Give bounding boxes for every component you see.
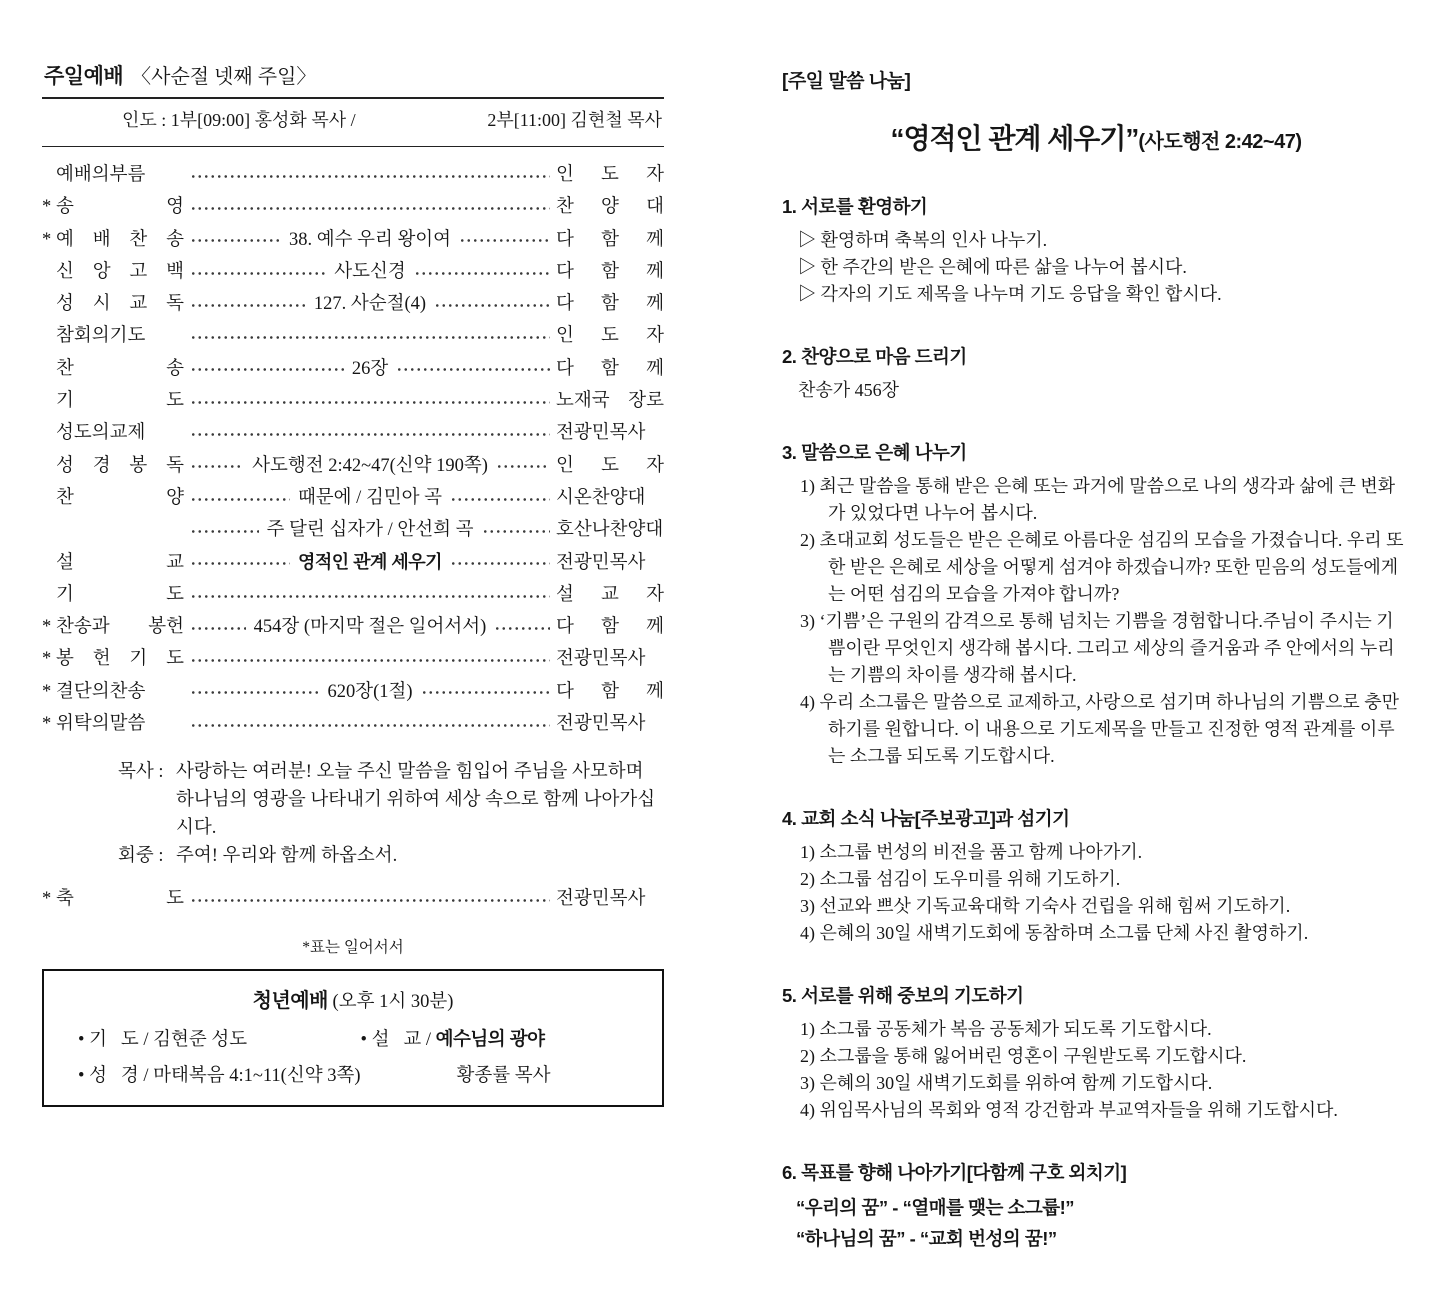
- section-line: 2) 초대교회 성도들은 받은 은혜로 아름다운 섬김의 모습을 가졌습니다. 우리 또한 받은 은혜로 세상을 어떻게 섬겨야 하겠습니까? 또한 믿음의 성도들에게는 어떤 섬김의 모습을 가져야 합니까?: [800, 530, 1404, 604]
- notes-tag: [주일 말씀 나눔]: [782, 71, 911, 92]
- section-line: 1) 최근 말씀을 통해 받은 은혜 또는 과거에 말씀으로 나의 생각과 삶에 큰 변화가 있었다면 나누어 봅시다.: [800, 476, 1396, 523]
- leader-dots: [496, 457, 550, 476]
- section-line: 3) 은혜의 30일 새벽기도회를 위하여 함께 기도합시다.: [800, 1073, 1213, 1093]
- leader-dots: [190, 683, 319, 702]
- service-row: [42, 289, 664, 321]
- service-item-role: 찬 양 대: [556, 197, 664, 218]
- youth-worship-time: (오후 1시 30분): [327, 991, 454, 1012]
- service-item-label: 송 영: [56, 197, 184, 218]
- youth-worship-title: 청년예배: [252, 989, 328, 1012]
- youth-worship-title-line: [62, 984, 644, 1013]
- service-item-label: 성도의교제: [56, 423, 146, 444]
- sermon-section: [782, 193, 1410, 308]
- divider: [42, 146, 664, 147]
- service-row: [42, 677, 664, 709]
- section-line: 찬송가 456장: [798, 380, 900, 400]
- stand-marker: *: [42, 229, 52, 250]
- sermon-notes-page: [782, 66, 1410, 1289]
- service-row: [42, 483, 664, 515]
- service-item-detail: 620장(1절): [327, 681, 413, 702]
- leader-dots: [494, 619, 550, 638]
- leader-dots: [414, 264, 550, 283]
- leader-dots: [190, 619, 246, 638]
- service-item-label: 찬 양: [56, 487, 184, 508]
- service-item-label: 기 도: [56, 584, 184, 605]
- leader-dots: [421, 683, 550, 702]
- stand-marker: *: [42, 197, 52, 218]
- service-item-role: 노재국 장로: [556, 391, 664, 412]
- section-heading: 2. 찬양으로 마음 드리기: [782, 346, 967, 367]
- leader-dots: [450, 554, 550, 573]
- section-line: 1) 소그룹 공동체가 복음 공동체가 되도록 기도합시다.: [800, 1019, 1212, 1039]
- section-line: 3) 선교와 쁘삿 기독교육대학 기숙사 건립을 위해 힘써 기도하기.: [800, 896, 1291, 916]
- leader-dots: [459, 231, 550, 250]
- service-item-role: 인 도 자: [556, 455, 665, 476]
- service-item-detail: 26장: [351, 358, 389, 379]
- leader-dots: [190, 360, 344, 379]
- service-item-role: 시온찬양대: [556, 487, 646, 508]
- service-item-role: 인 도 자: [556, 326, 664, 347]
- sermon-section: [782, 805, 1410, 947]
- leader-dots: [190, 328, 550, 347]
- service-row: [42, 257, 664, 289]
- youth-prayer-item: • 기 도 / 김현준 성도: [78, 1029, 248, 1050]
- service-row: [42, 580, 664, 612]
- service-item-detail: 때문에 / 김민아 곡: [297, 487, 443, 508]
- pastor-text: 사랑하는 여러분! 오늘 주신 말씀을 힘입어 주님을 사모하며 하나님의 영광을 나타내기 위하여 세상 속으로 함께 나아가십시다.: [176, 762, 656, 838]
- leader-dots: [190, 199, 550, 218]
- sermon-sections: [782, 193, 1410, 1254]
- worship-header: [42, 60, 664, 90]
- service-item-detail: 주 달린 십자가 / 안선희 곡: [266, 520, 474, 541]
- sermon-section: [782, 343, 1410, 404]
- section-heading: 4. 교회 소식 나눔[주보광고]과 섬기기: [782, 808, 1070, 829]
- service-row: [42, 192, 664, 224]
- service-item-detail: 영적인 관계 세우기: [297, 551, 443, 572]
- section-heading: 3. 말씀으로 은혜 나누기: [782, 442, 967, 463]
- sermon-section: [782, 1159, 1410, 1254]
- leader-dots: [190, 490, 290, 509]
- worship-title: 주일예배: [44, 65, 124, 88]
- conductor-second-service: 2부[11:00] 김현철 목사: [487, 110, 662, 130]
- service-list: [42, 160, 664, 741]
- sermon-title: “영적인 관계 세우기”: [890, 123, 1139, 154]
- service-item-label: 봉 헌 기 도: [56, 649, 184, 670]
- service-item-role: 다 함 께: [556, 261, 665, 282]
- service-item-label: 신 앙 고 백: [56, 261, 184, 282]
- service-item-role: 호산나찬양대: [556, 520, 664, 541]
- pastor-label: 목사 :: [118, 762, 164, 783]
- leader-dots: [190, 425, 550, 444]
- leader-dots: [482, 522, 551, 541]
- section-line: 4) 은혜의 30일 새벽기도회에 동참하며 소그룹 단체 사진 촬영하기.: [800, 923, 1309, 943]
- sermon-title-block: [782, 117, 1410, 157]
- youth-sermon-item: • 설 교 / 예수님의 광야: [360, 1027, 545, 1050]
- sermon-scripture-ref: (사도행전 2:42~47): [1138, 131, 1302, 153]
- section-heading: 5. 서로를 위해 중보의 기도하기: [782, 985, 1024, 1006]
- leader-dots: [434, 296, 550, 315]
- stand-marker: *: [42, 889, 52, 910]
- youth-worship-box: [42, 969, 664, 1107]
- service-row: [42, 386, 664, 418]
- section-line: 1) 소그룹 번성의 비전을 품고 함께 나아가기.: [800, 842, 1143, 862]
- service-row: [42, 515, 664, 547]
- service-item-detail: 38. 예수 우리 왕이여: [288, 229, 452, 250]
- service-item-label: 기 도: [56, 391, 184, 412]
- service-item-role: 다 함 께: [556, 358, 664, 379]
- benediction-row: [42, 884, 664, 916]
- leader-dots: [190, 716, 550, 735]
- service-item-label: 예배의부름: [56, 165, 146, 185]
- congregation-text: 주여! 우리와 함께 하옵소서.: [176, 845, 398, 866]
- service-item-label: 예 배 찬 송: [56, 229, 184, 250]
- congregation-line: [118, 843, 664, 871]
- service-item-label: 참회의기도: [56, 326, 146, 347]
- section-line: 2) 소그룹을 통해 잃어버린 영혼이 구원받도록 기도합시다.: [800, 1046, 1247, 1066]
- sermon-section: [782, 439, 1410, 770]
- responsive-reading: [118, 759, 664, 870]
- leader-dots: [190, 393, 550, 412]
- service-row: [42, 418, 664, 450]
- section-heading: 6. 목표를 향해 나아가기[다함께 구호 외치기]: [782, 1162, 1127, 1183]
- section-line: ▷ 각자의 기도 제목을 나누며 기도 응답을 확인 합시다.: [798, 284, 1222, 304]
- youth-preacher-item: 황종률 목사: [456, 1065, 551, 1086]
- section-line: “우리의 꿈” - “열매를 맺는 소그룹!”: [796, 1197, 1074, 1218]
- leader-dots: [450, 490, 550, 509]
- service-row: [42, 612, 664, 644]
- section-line: “하나님의 꿈” - “교회 번성의 꿈!”: [796, 1227, 1057, 1249]
- pastor-line: [118, 759, 664, 842]
- service-item-detail: 454장 (마지막 절은 일어서서): [253, 617, 487, 638]
- service-item-label: 설 교: [56, 552, 184, 573]
- section-line: ▷ 환영하며 축복의 인사 나누기.: [798, 230, 1048, 250]
- section-line: 4) 위임목사님의 목회와 영적 강건함과 부교역자들을 위해 기도합시다.: [800, 1100, 1338, 1120]
- leader-dots: [190, 554, 290, 573]
- worship-subtitle: 〈사순절 넷째 주일〉: [131, 66, 317, 88]
- section-line: ▷ 한 주간의 받은 은혜에 따른 삶을 나누어 봅시다.: [798, 257, 1187, 277]
- service-item-role: 다 함 께: [556, 294, 664, 315]
- youth-worship-items: [62, 1025, 644, 1087]
- service-item-detail: 사도신경: [334, 261, 406, 282]
- service-item-label: 성 경 봉 독: [56, 455, 184, 476]
- section-line: 3) ‘기쁨’은 구원의 감격으로 통해 넘치는 기쁨을 경험합니다.주님이 주시는 기쁨이란 무엇인지 생각해 봅시다. 그리고 세상의 즐거움과 주 안에서의 누리는 기쁨의 차이를 생각해 봅시다.: [800, 611, 1395, 685]
- leader-dots: [190, 891, 550, 910]
- service-item-label: 찬 송: [56, 358, 184, 379]
- sermon-section: [782, 982, 1410, 1124]
- stand-marker: *: [42, 714, 52, 735]
- stand-note: *표는 일어서서: [302, 938, 404, 956]
- leader-dots: [190, 457, 244, 476]
- service-item-role: 전광민목사: [556, 649, 646, 670]
- section-line: 2) 소그룹 섬김이 도우미를 위해 기도하기.: [800, 869, 1121, 889]
- conductor-line: [42, 99, 664, 139]
- service-item-role: 전광민목사: [556, 889, 646, 910]
- leader-dots: [396, 360, 550, 379]
- service-item-role: 인 도 자: [556, 165, 664, 185]
- leader-dots: [190, 296, 306, 315]
- order-of-service-page: [42, 60, 664, 1107]
- service-row: [42, 709, 664, 741]
- leader-dots: [190, 587, 550, 606]
- service-row: [42, 354, 664, 386]
- service-item-role: 전광민목사: [556, 552, 646, 573]
- service-row: [42, 321, 664, 353]
- stand-marker: *: [42, 617, 52, 638]
- service-item-role: 전광민목사: [556, 714, 646, 735]
- leader-dots: [190, 167, 550, 186]
- service-row: [42, 160, 664, 192]
- leader-dots: [190, 522, 259, 541]
- service-item-label: 성 시 교 독: [56, 294, 184, 315]
- section-line: 4) 우리 소그룹은 말씀으로 교제하고, 사랑으로 섬기며 하나님의 기쁨으로 충만하기를 원합니다. 이 내용으로 기도제목을 만들고 진정한 영적 관계를 이루는 소그룹 되도록 기도합시다.: [800, 692, 1400, 766]
- service-row: [42, 644, 664, 676]
- service-row: [42, 884, 664, 916]
- service-row: [42, 225, 664, 257]
- leader-dots: [190, 651, 550, 670]
- service-item-label: 결단의찬송: [56, 681, 146, 702]
- congregation-label: 회중 :: [118, 845, 164, 866]
- leader-dots: [190, 264, 326, 283]
- service-item-role: 다 함 께: [556, 617, 665, 638]
- service-item-label: 위탁의말씀: [56, 714, 146, 735]
- service-item-label: 찬송과 봉헌: [56, 617, 184, 638]
- conductor-first-service: 인도 : 1부[09:00] 홍성화 목사 /: [122, 110, 356, 130]
- service-item-role: 다 함 께: [556, 681, 665, 702]
- leader-dots: [190, 231, 281, 250]
- service-item-detail: 사도행전 2:42~47(신약 190쪽): [252, 455, 488, 476]
- service-row: [42, 548, 664, 580]
- youth-scripture-item: • 성 경 / 마태복음 4:1~11(신약 3쪽): [78, 1065, 361, 1086]
- service-item-detail: 127. 사순절(4): [313, 294, 427, 315]
- service-row: [42, 451, 664, 483]
- stand-marker: *: [42, 649, 52, 670]
- service-item-label: 축 도: [56, 889, 184, 910]
- service-item-role: 설 교 자: [556, 584, 664, 605]
- service-item-role: 다 함 께: [556, 229, 665, 250]
- section-heading: 1. 서로를 환영하기: [782, 196, 928, 217]
- stand-marker: *: [42, 681, 52, 702]
- service-item-role: 전광민목사: [556, 423, 646, 444]
